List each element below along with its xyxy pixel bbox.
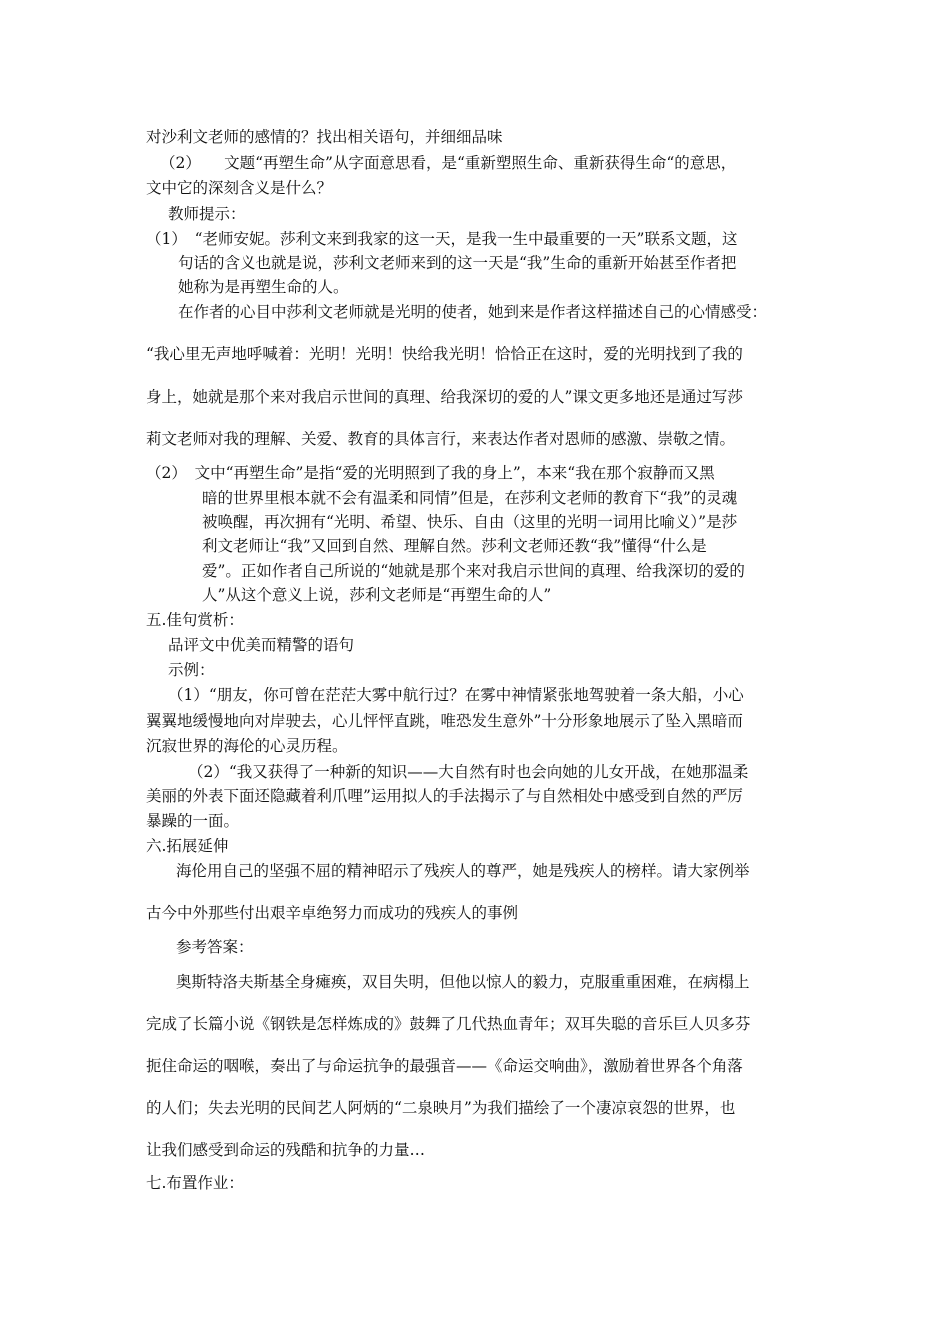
text-line: 美丽的外表下面还隐藏着利爪哩”运用拟人的手法揭示了与自然相处中感受到自然的严厉	[146, 787, 743, 805]
text-line: 参考答案：	[176, 938, 254, 956]
text-line: 人”从这个意义上说，莎利文老师是“再塑生命的人”	[202, 586, 552, 604]
text-line: 古今中外那些付出艰辛卓绝努力而成功的残疾人的事例	[146, 904, 519, 922]
section-heading: 六.拓展延伸	[146, 837, 229, 855]
text-line: 暗的世界里根本就不会有温柔和同情”但是，在莎利文老师的教育下“我”的灵魂	[202, 489, 738, 507]
text-line: 暴躁的一面。	[146, 812, 240, 830]
text-line: 扼住命运的咽喉，奏出了与命运抗争的最强音——《命运交响曲》，激励着世界各个角落	[146, 1057, 743, 1075]
text-line: 被唤醒，再次拥有“光明、希望、快乐、自由（这里的光明一词用比喻义）”是莎	[202, 513, 738, 531]
text-line: 在作者的心目中莎利文老师就是光明的使者，她到来是作者这样描述自己的心情感受：	[178, 303, 768, 321]
text-line: 的人们；失去光明的民间艺人阿炳的“二泉映月”为我们描绘了一个凄凉哀怨的世界，也	[146, 1099, 736, 1117]
text-line: （1）“朋友，你可曾在茫茫大雾中航行过？在雾中神情紧张地驾驶着一条大船，小心	[168, 686, 744, 704]
text-line: （2） 文题“再塑生命”从字面意思看，是“重新塑照生命、重新获得生命“的意思，	[160, 154, 737, 172]
text-line: “我心里无声地呼喊着：光明！光明！快给我光明！恰恰正在这时，爱的光明找到了我的	[146, 345, 743, 363]
text-line: 她称为是再塑生命的人。	[178, 278, 349, 296]
text-line: 示例：	[168, 661, 215, 679]
section-heading: 五.佳句赏析：	[146, 611, 244, 629]
text-line: 让我们感受到命运的残酷和抗争的力量…	[146, 1141, 426, 1159]
text-line: （1） “老师安妮。莎利文来到我家的这一天，是我一生中最重要的一天”联系文题，这	[146, 230, 738, 248]
text-line: 翼翼地缓慢地向对岸驶去，心儿怦怦直跳，唯恐发生意外”十分形象地展示了坠入黑暗而	[146, 712, 743, 730]
text-line: 句话的含义也就是说，莎利文老师来到的这一天是“我”生命的重新开始甚至作者把	[178, 254, 737, 272]
text-line: 文中它的深刻含义是什么？	[146, 179, 333, 197]
text-line: 沉寂世界的海伦的心灵历程。	[146, 737, 348, 755]
text-line: 海伦用自己的坚强不屈的精神昭示了残疾人的尊严，她是残疾人的榜样。请大家例举	[176, 862, 750, 880]
text-line: 利文老师让“我”又回到自然、理解自然。莎利文老师还教“我”懂得“什么是	[202, 537, 707, 555]
text-line: 爱”。正如作者自己所说的“她就是那个来对我启示世间的真理、给我深切的爱的	[202, 562, 745, 580]
section-heading: 七.布置作业：	[146, 1174, 244, 1192]
text-line: 奥斯特洛夫斯基全身瘫痪，双目失明，但他以惊人的毅力，克服重重困难，在病榻上	[176, 973, 750, 991]
text-line: （2）“我又获得了一种新的知识——大自然有时也会向她的儿女开战，在她那温柔	[188, 763, 749, 781]
text-line: 品评文中优美而精警的语句	[168, 636, 355, 654]
text-line: （2） 文中“再塑生命”是指“爱的光明照到了我的身上”，本来“我在那个寂静而又黑	[146, 464, 715, 482]
text-line: 完成了长篇小说《钢铁是怎样炼成的》鼓舞了几代热血青年；双耳失聪的音乐巨人贝多芬	[146, 1015, 751, 1033]
text-line: 对沙利文老师的感情的？找出相关语句，并细细品味	[146, 128, 503, 146]
text-line: 莉文老师对我的理解、关爱、教育的具体言行，来表达作者对恩师的感激、崇敬之情。	[146, 430, 736, 448]
text-line: 教师提示：	[168, 205, 246, 223]
text-line: 身上，她就是那个来对我启示世间的真理、给我深切的爱的人”课文更多地还是通过写莎	[146, 388, 743, 406]
